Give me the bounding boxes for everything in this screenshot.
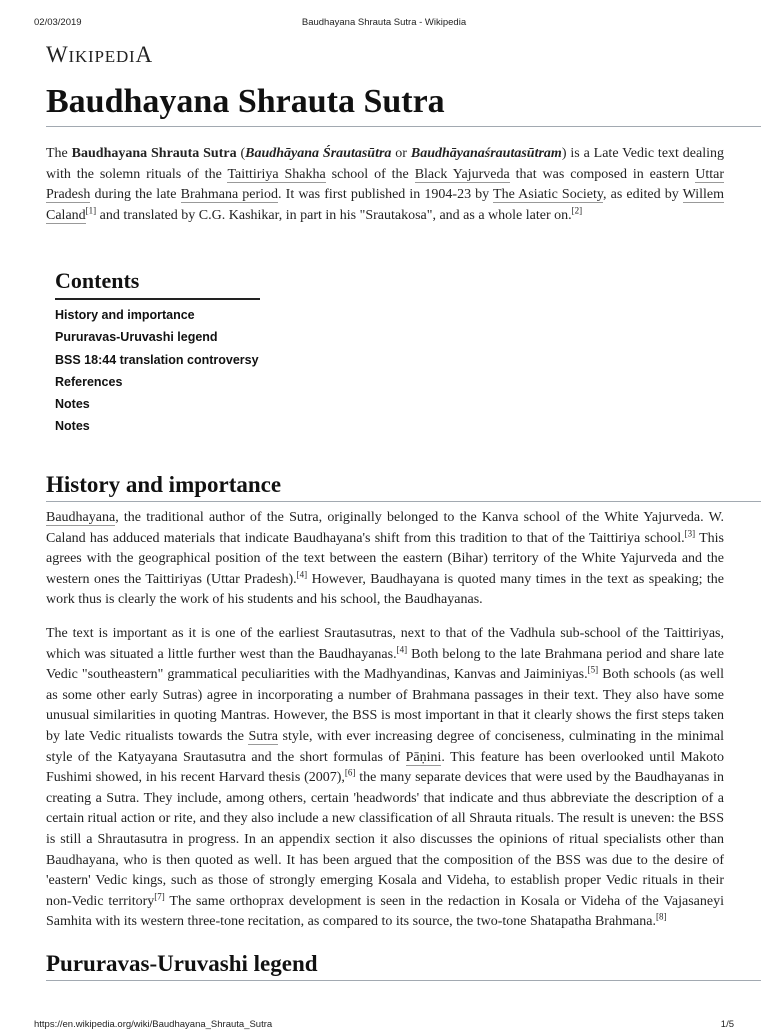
ref-4b[interactable]: [4] (396, 643, 408, 654)
section-heading-history: History and importance (46, 469, 761, 502)
ref-8[interactable]: [8] (655, 911, 667, 922)
print-url: https://en.wikipedia.org/wiki/Baudhayana_Shrauta_Sutra (34, 1019, 273, 1030)
ref-4[interactable]: [4] (296, 569, 308, 580)
ref-3[interactable]: [3] (684, 527, 696, 538)
print-header (0, 17, 768, 31)
link-baudhayana[interactable]: Baudhayana (46, 510, 116, 525)
logo-smallcaps: IKIPEDI (68, 47, 136, 66)
link-willem-caland[interactable]: Willem Caland (46, 187, 724, 223)
logo-initial: W (46, 42, 69, 67)
toc-item-references[interactable]: References (55, 374, 123, 389)
wikipedia-logo[interactable] (46, 42, 153, 68)
ref-1[interactable]: [1] (85, 205, 97, 216)
link-taittiriya-shakha[interactable]: Taittiriya Shakha (227, 166, 326, 182)
lead-paragraph: The Baudhayana Shrauta Sutra (Baudhāyana Śrautasūtra or Baudhāyanaśrautasūtram) is a Late Vedic text dealing with the solemn rituals of the Taittiriya Shakha school of the Black Yajurveda that was composed in eastern Uttar Pradesh during the late Brahmana period. It was first published in 1904-23 by The Asiatic Society, as edited by Willem Caland[1] and translated by C.G. Kashikar, in part in his "Srautakosa", and as a whole later on.[2] (46, 146, 725, 223)
logo-final: A (135, 42, 153, 67)
link-uttar-pradesh[interactable]: Uttar Pradesh (46, 166, 725, 203)
history-paragraph-2: The text is important as it is one of the earliest Srautasutras, next to that of the Vadhula sub-school of the Taittiriyas, which was situated a little further west than the Baudhayanas.[4] Both belong to the late Brahmana period and share late Vedic "southeastern" grammatical peculiarities with the Madhyandinas, Kanvas and Jaiminiyas.[5] Both schools (as well as some other early Sutras) agree in incorporating a number of Brahmana passages in their text. They also have some unusual similarities in quoting Mantras. However, the BSS is most important in that it clearly shows the first steps taken by late Vedic ritualists towards the Sutra style, with ever increasing degree of conciseness, culminating in the minimal style of the Katyayana Srautasutra and the short formulas of Pāṇini. This feature has been overlooked until Makoto Fushimi showed, in his recent Harvard thesis (2007),[6] the many separate devices that were used by the Baudhayanas in creating a Sutra. They include, among others, certain 'headwords' that indicate and thus abbreviate the description of a certain ritual action or rite, and they also include a new classification of all Shrauta rituals. The result is uneven: the BSS is still a Shrautasutra in progress. In an appendix section it also discusses the opinions of ritual specialists other than Baudhayana, who is then quoted as well. It has been argued that the composition of the BSS was due to the desire of 'eastern' Vedic kings, such as those of strongly emerging Kosala and Videha, to establish proper Vedic rituals in their non-Vedic territory[7] The same orthoprax development is seen in the redaction in Kosala or Videha of the Vajasaneyi Samhita with its western three-tone recitation, as compared to its source, the two-tone Shatapatha Brahmana.[8] (46, 626, 725, 930)
toc-divider (55, 298, 260, 300)
link-sutra[interactable]: Sutra (248, 728, 279, 744)
ref-7[interactable]: [7] (154, 891, 165, 902)
lead-bold-term: Baudhayana Shrauta Sutra (71, 146, 237, 161)
print-footer (0, 1019, 768, 1033)
lead-sanskrit-term-2: Baudhāyanaśrautasūtram (410, 146, 562, 161)
ref-6[interactable]: [6] (344, 767, 356, 778)
toc-item-history[interactable]: History and importance (55, 308, 195, 322)
article-title: Baudhayana Shrauta Sutra (46, 78, 761, 127)
link-black-yajurveda[interactable]: Black Yajurveda (414, 166, 510, 182)
lead-sanskrit-term-1: Baudhāyana Śrautasūtra (245, 146, 392, 161)
table-of-contents (55, 305, 259, 439)
link-asiatic-society[interactable]: The Asiatic Society (493, 187, 603, 203)
toc-item-notes[interactable]: Notes (55, 397, 90, 412)
toc-title: Contents (55, 268, 140, 293)
ref-5[interactable]: [5] (587, 664, 599, 675)
link-brahmana-period[interactable]: Brahmana period (180, 187, 279, 203)
toc-item-notes-2[interactable]: Notes (55, 419, 90, 434)
ref-2[interactable]: [2] (571, 205, 583, 216)
print-date: 02/03/2019 (34, 17, 82, 28)
print-page-number: 1/5 (720, 1019, 734, 1030)
toc-item-pururavas[interactable]: Pururavas-Uruvashi legend (55, 330, 218, 345)
section-heading-pururavas: Pururavas-Uruvashi legend (46, 948, 761, 981)
print-page-title: Baudhayana Shrauta Sutra - Wikipedia (301, 17, 467, 28)
link-panini[interactable]: Pāṇini (405, 749, 442, 765)
toc-item-bss-controversy[interactable]: BSS 18:44 translation controversy (55, 352, 259, 367)
history-paragraph-1: Baudhayana, the traditional author of the Sutra, originally belonged to the Kanva school of the White Yajurveda. W. Caland has adduced materials that indicate Baudhayana's shift from this tradition to that of the Taittiriya school.[3] This agrees with the geographical position of the text between the eastern (Bihar) territory of the White Yajurveda and the western ones the Taittiriyas (Uttar Pradesh).[4] However, Baudhayana is quoted many times in the text as speaking; the work thus is clearly the work of his students and his school, the Baudhayanas. (46, 510, 724, 608)
